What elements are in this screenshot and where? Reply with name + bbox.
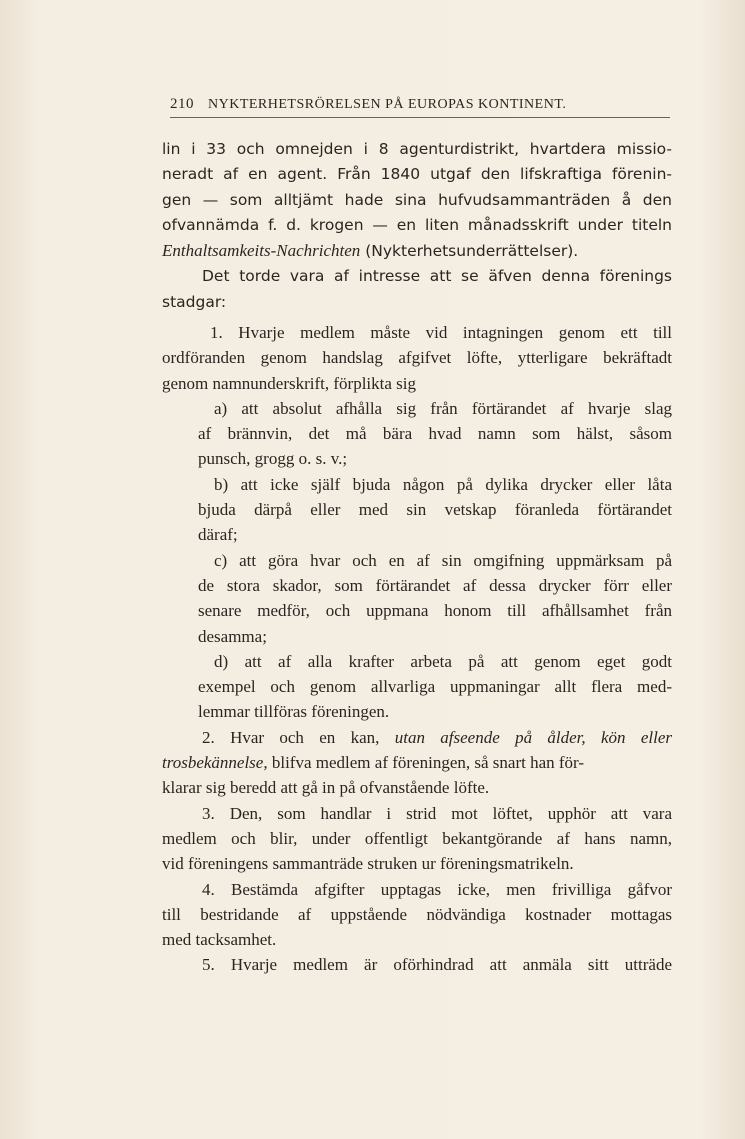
text-line [162, 238, 672, 264]
text-line: senare medför, och uppmana honom till afhållsamhet från [198, 601, 672, 621]
rule-1d: d) att af alla krafter arbeta på att genom eget godt [214, 651, 672, 671]
rule-1: 1. Hvarje medlem måste vid intagningen genom ett till [210, 323, 672, 342]
text-line: exempel och genom allvarliga uppmaningar allt flera med- [198, 677, 672, 697]
text-line: gen — som alltjämt hade sina hufvudsammanträden å den [162, 190, 672, 209]
text-line: ofvannämda f. d. krogen — en liten månadsskrift under titeln [162, 215, 672, 234]
statutes [162, 320, 672, 978]
text-line: medlem och blir, under offentligt bekantgörande af hans namn, [162, 828, 672, 848]
text-line: bjuda därpå eller med sin vetskap föranleda förtärandet [198, 500, 672, 520]
running-title: NYKTERHETSRÖRELSEN PÅ EUROPAS KONTINENT. [208, 97, 567, 112]
rule-1a: a) att absolut afhålla sig från förtärandet af hvarje slag [214, 398, 672, 418]
periodical-title: Enthaltsamkeits-Nachrichten [162, 241, 361, 261]
text-line: stadgar: [162, 292, 227, 311]
text-line: punsch, grogg o. s. v.; [198, 449, 348, 469]
text-fragment: 2. Hvar och en kan, [202, 727, 395, 747]
text-line: af brännvin, det må bära hvad namn som hälst, såsom [198, 424, 672, 444]
text-line [162, 750, 672, 775]
text-line: däraf; [198, 525, 238, 545]
rule-2 [162, 725, 672, 750]
opening-paragraph [162, 137, 672, 315]
text-line: de stora skador, som förtärandet af dessa drycker förr eller [198, 575, 672, 595]
page-number: 210 [170, 96, 194, 112]
running-header [170, 96, 670, 118]
rule-5: 5. Hvarje medlem är oförhindrad att anmäla sitt utträde [202, 955, 672, 975]
text-line: genom namnunderskrift, förplikta sig [162, 373, 417, 393]
text-line: vid föreningens sammanträde struken ur föreningsmatrikeln. [162, 854, 574, 874]
text-fragment: (Nykterhetsunderrättelser). [360, 242, 579, 261]
text-line: lemmar tillföras föreningen. [198, 702, 390, 722]
text-line: med tacksamhet. [162, 930, 277, 950]
rule-4: 4. Bestämda afgifter upptagas icke, men frivilliga gåfvor [202, 879, 672, 899]
rule-3: 3. Den, som handlar i strid mot löftet, upphör att vara [202, 803, 672, 823]
rule-1b: b) att icke själf bjuda någon på dylika drycker eller låta [214, 474, 672, 494]
text-line: desamma; [198, 626, 267, 646]
text-line: neradt af en agent. Från 1840 utgaf den lifskraftiga förenin- [162, 165, 672, 184]
text-fragment: blifva medlem af föreningen, så snart han för- [267, 753, 585, 773]
emphasis: trosbekännelse, [162, 753, 268, 773]
text-line: till bestridande af uppstående nödvändiga kostnader mottagas [162, 904, 672, 924]
text-line: ordföranden genom handslag afgifvet löfte, ytterligare bekräftadt [162, 348, 672, 368]
emphasis: utan afseende på ålder, kön eller [394, 727, 672, 747]
text-line: Det torde vara af intresse att se äfven denna förenings [202, 267, 672, 286]
rule-1c: c) att göra hvar och en af sin omgifning uppmärksam på [214, 550, 672, 570]
text-line: lin i 33 och omnejden i 8 agenturdistrikt, hvartdera missio- [162, 140, 672, 158]
text-line: klarar sig beredd att gå in på ofvanstående löfte. [162, 778, 490, 798]
